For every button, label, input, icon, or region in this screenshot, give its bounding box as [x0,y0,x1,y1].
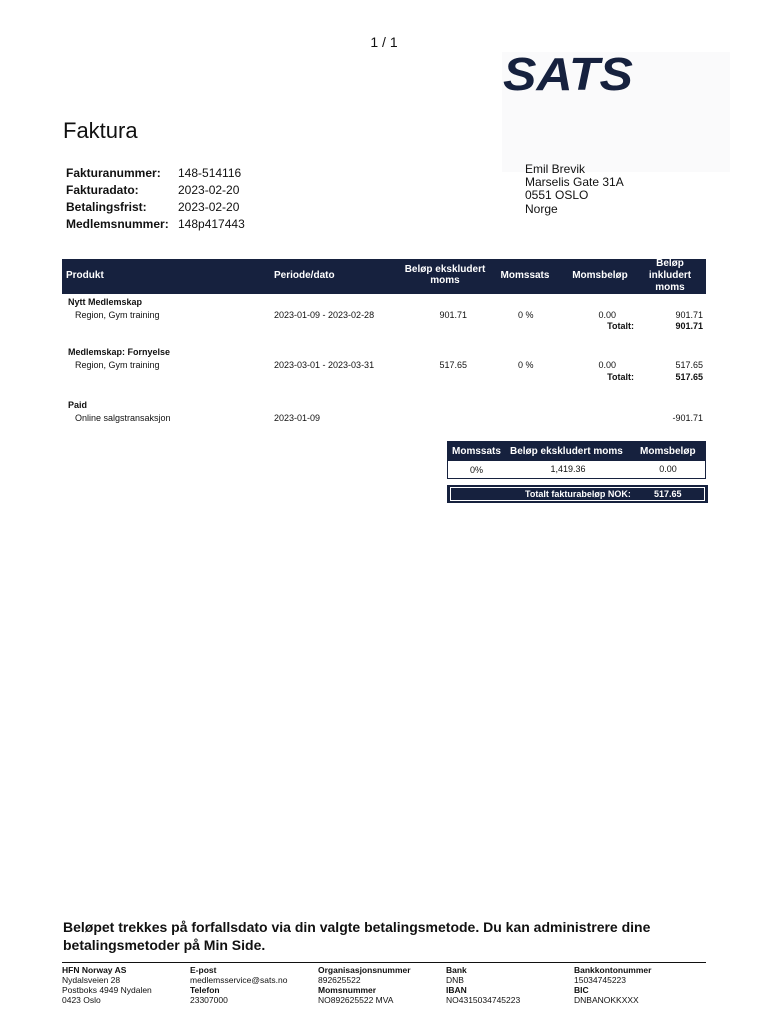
footer-phone-label: Telefon [190,985,220,995]
due-date-value: 2023-02-20 [178,200,240,214]
footer-org: 892625522 [318,975,361,985]
footer-bank-label: Bank [446,965,467,975]
footer-account-label: Bankkontonummer [574,965,652,975]
footer-registration [318,965,411,1005]
line-period: 2023-03-01 - 2023-03-31 [274,360,375,370]
due-date-label: Betalingsfrist: [66,200,147,214]
grand-total-frame [450,487,705,501]
line-amount-incl: 517.65 [675,360,703,370]
invoice-number-value: 148-514116 [178,166,242,180]
footer-account-number: 15034745223 [574,975,627,985]
vat-header-vat: Momsbeløp [640,446,696,457]
customer-postal: 0551 OSLO [525,188,589,202]
footer-contact [190,965,287,1005]
header-vat-rate: Momssats [500,270,550,281]
line-amount-excl: 517.65 [439,360,467,370]
footer-account [574,965,651,1005]
footer-vat: NO892625522 MVA [318,995,394,1005]
footer-email[interactable]: medlemsservice@sats.no [190,975,288,985]
line-vat-rate: 0 % [518,360,534,370]
customer-name: Emil Brevik [525,162,586,176]
header-amount-excl: Beløp ekskludert moms [404,264,486,286]
line-vat-rate: 0 % [518,310,534,320]
line-description: Region, Gym training [75,360,160,370]
line-amount-incl: 901.71 [675,310,703,320]
line-total-label: Totalt: [607,321,634,331]
footer-iban-label: IBAN [446,985,467,995]
line-period: 2023-01-09 - 2023-02-28 [274,310,375,320]
footer-company-line: Nydalsveien 28 [62,975,121,985]
page-number: 1 / 1 [370,34,398,50]
footer-bank-name: DNB [446,975,464,985]
line-total-value: 901.71 [675,321,703,331]
footer-company-name: HFN Norway AS [62,965,127,975]
footer-vat-label: Momsnummer [318,985,377,995]
grand-total-value: 517.65 [654,489,682,499]
vat-row-rate: 0% [470,465,484,475]
line-amount-excl: 901.71 [439,310,467,320]
footer-bank [446,965,520,1005]
grand-total-bar [447,485,708,503]
line-vat-amount: 0.00 [598,310,616,320]
footer-bic-label: BIC [574,985,589,995]
vat-summary-table [447,441,706,479]
footer-org-label: Organisasjonsnummer [318,965,411,975]
line-title: Nytt Medlemskap [68,297,143,307]
footer-phone: 23307000 [190,995,228,1005]
line-total-label: Totalt: [607,372,634,382]
customer-country: Norge [525,202,558,216]
line-description: Online salgstransaksjon [75,413,171,423]
footer-company-line: Postboks 4949 Nydalen [62,985,152,995]
invoice-date-value: 2023-02-20 [178,183,240,197]
footer-email-label: E-post [190,965,217,975]
footer-company [62,965,152,1005]
sats-logo-text: SATS [503,48,634,100]
invoice-date-label: Fakturadato: [66,183,139,197]
page-title: Faktura [63,118,138,143]
invoice-number-label: Fakturanummer: [66,166,161,180]
payment-notice: Beløpet trekkes på forfallsdato via din valgte betalingsmetode. Du kan administrere dine betalingsmetoder på Min Side. [63,919,651,953]
customer-street: Marselis Gate 31A [525,175,624,189]
header-amount-incl: Beløp inkludert moms [648,258,692,293]
grand-total-label: Totalt fakturabeløp NOK: [525,489,631,499]
header-product: Produkt [66,270,104,281]
sats-logo [502,48,636,100]
footer-bic: DNBANOKKXXX [574,995,639,1005]
header-vat-amount: Momsbeløp [572,270,628,281]
member-number-value: 148p417443 [178,217,245,231]
vat-summary-header [448,442,705,461]
line-period: 2023-01-09 [274,413,321,423]
line-total-value: 517.65 [675,372,703,382]
line-title: Paid [68,400,88,410]
footer-divider [62,962,706,963]
vat-row-vat: 0.00 [659,464,677,474]
line-vat-amount: 0.00 [598,360,616,370]
line-title: Medlemskap: Fornyelse [68,347,171,357]
footer-company-line: 0423 Oslo [62,995,101,1005]
line-amount-incl: -901.71 [672,413,703,423]
vat-row-amount-excl: 1,419.36 [550,464,586,474]
vat-header-amount-excl: Beløp ekskludert moms [510,446,623,457]
invoice-table-header [62,259,706,294]
header-period: Periode/dato [274,270,335,281]
footer-iban: NO4315034745223 [446,995,521,1005]
vat-header-rate: Momssats [452,446,501,457]
member-number-label: Medlemsnummer: [66,217,169,231]
line-description: Region, Gym training [75,310,160,320]
